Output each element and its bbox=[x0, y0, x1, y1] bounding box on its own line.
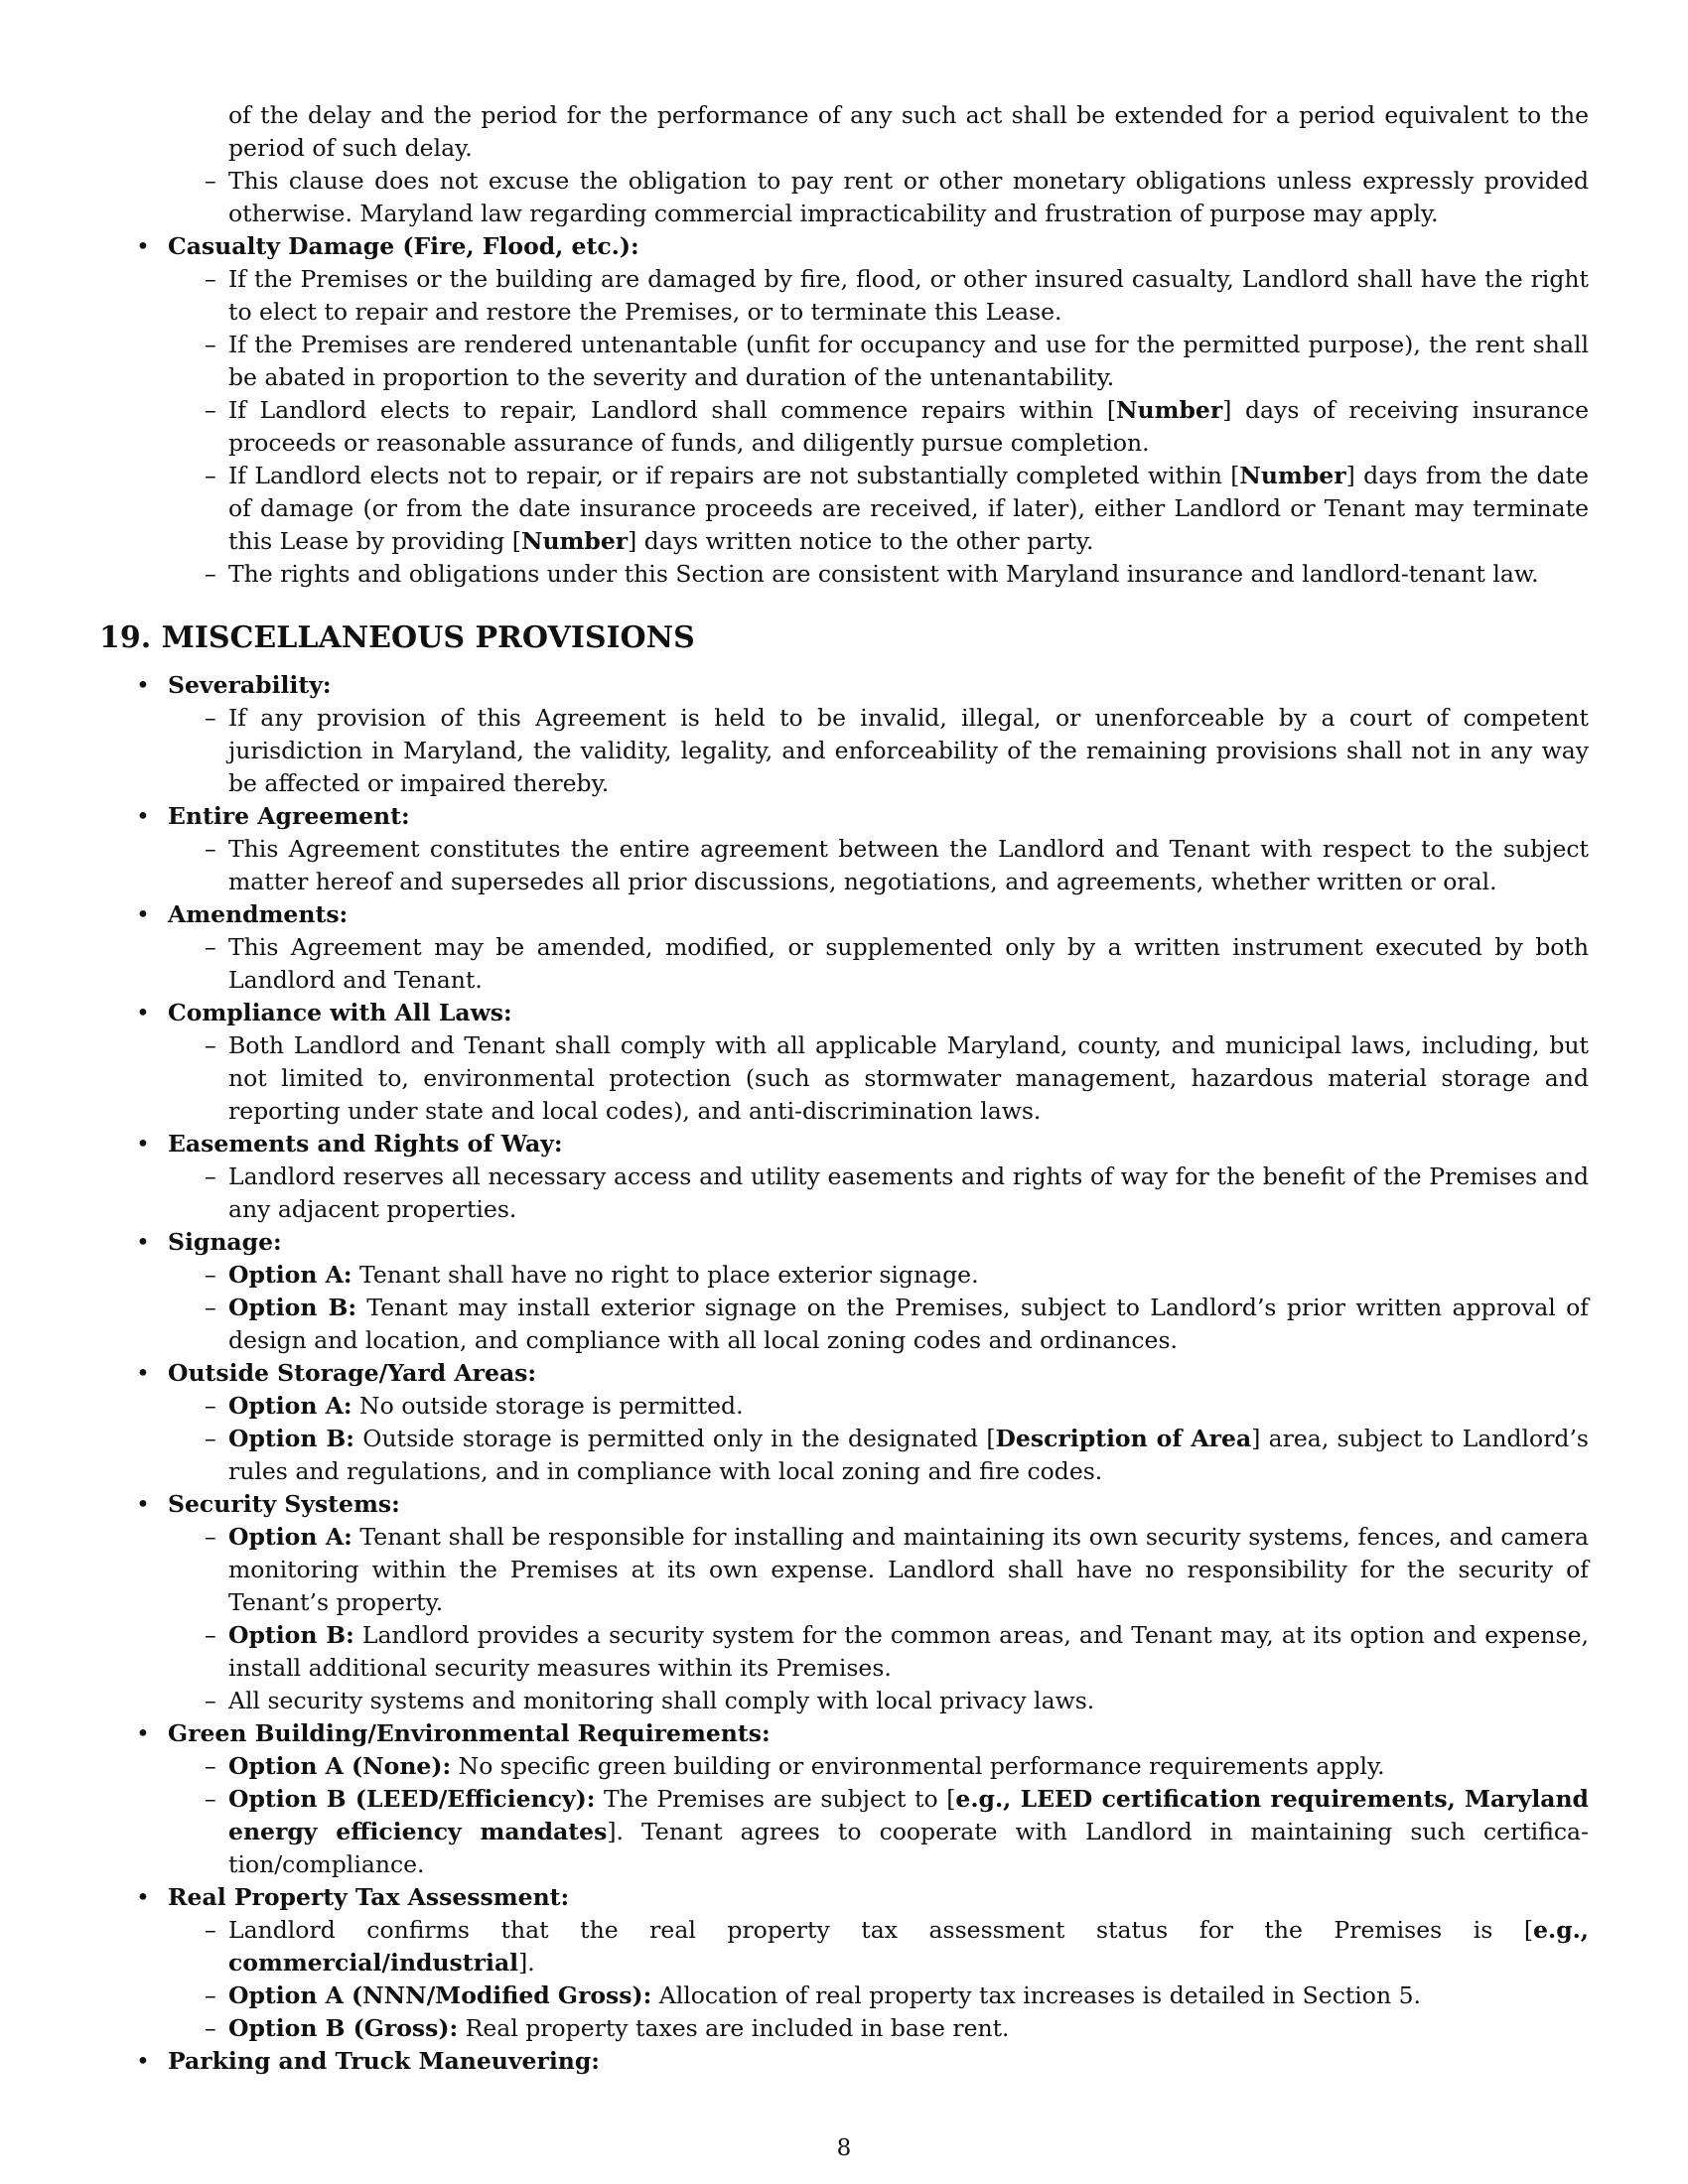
provision-item: – Option B (Gross): Real property taxes are included in base rent. bbox=[168, 2012, 1589, 2045]
provision-items bbox=[168, 833, 1589, 898]
provision-items bbox=[168, 702, 1589, 800]
provision-items bbox=[168, 1750, 1589, 1881]
provision-group bbox=[99, 1881, 1589, 2045]
provision-item: – Option A: Tenant shall be responsible for installing and maintaining its own security systems, fences, and camera monitoring within the Premises at its own expense. Landlord shall have no responsibility for the security of Tenant’s property. bbox=[168, 1521, 1589, 1619]
casualty-item: – If the Premises are rendered untenantable (unfit for occupancy and use for the permitted purpose), the rent shall be abated in proportion to the severity and duration of the untenantability. bbox=[168, 329, 1589, 394]
provision-group bbox=[99, 1128, 1589, 1226]
continuation-item: – This clause does not excuse the obligation to pay rent or other monetary obligations unless expressly provided otherwise. Maryland law regarding commercial impracticability and frustration of purpose may apply. bbox=[168, 165, 1589, 230]
casualty-item: – If Landlord elects to repair, Landlord shall commence repairs within [Number] days of receiving insurance proceeds or reasonable assurance of funds, and diligently pursue completion. bbox=[168, 394, 1589, 460]
provision-group bbox=[99, 997, 1589, 1128]
provision-heading: • Amendments: bbox=[168, 900, 349, 928]
casualty-heading: • Casualty Damage (Fire, Flood, etc.): bbox=[168, 232, 639, 260]
casualty-list bbox=[99, 230, 1589, 591]
casualty-group bbox=[99, 230, 1589, 591]
page-number: 8 bbox=[836, 2135, 852, 2161]
provision-item: – Option B: Tenant may install exterior signage on the Premises, subject to Landlord’s prior written approval of design and location, and compliance with all local zoning codes and ordinances. bbox=[168, 1292, 1589, 1357]
section-19-title: 19. MISCELLANEOUS PROVISIONS bbox=[99, 620, 695, 655]
provision-group bbox=[99, 669, 1589, 800]
provision-heading: • Security Systems: bbox=[168, 1490, 400, 1518]
provision-items bbox=[168, 1914, 1589, 2045]
casualty-item: – The rights and obligations under this Section are consistent with Maryland insurance and landlord-tenant law. bbox=[168, 558, 1589, 591]
provision-items bbox=[168, 1521, 1589, 1717]
provision-item: – Both Landlord and Tenant shall comply with all applicable Maryland, county, and municipal laws, including, but not limited to, environmental protection (such as stormwater management, hazardous material storage and reporting under state and local codes), and anti-discrimination laws. bbox=[168, 1029, 1589, 1128]
provision-items bbox=[168, 1259, 1589, 1357]
provision-item: – Landlord reserves all necessary access and utility easements and rights of way for the benefit of the Premises and any adjacent properties. bbox=[168, 1160, 1589, 1226]
provision-item: – Option B (LEED/Efficiency): The Premises are subject to [e.g., LEED certification requirements, Maryland energy efficiency mandates]. Tenant agrees to cooperate with Landlord in maintaining such certification/compliance. bbox=[168, 1783, 1589, 1881]
provision-item: – Option B: Outside storage is permitted only in the designated [Description of Area] area, subject to Landlord’s rules and regulations, and in compliance with local zoning and fire codes. bbox=[168, 1423, 1589, 1488]
provision-group bbox=[99, 1357, 1589, 1488]
page-content bbox=[99, 99, 1589, 2078]
provision-item: – Option A: No outside storage is permitted. bbox=[168, 1390, 1589, 1423]
provision-items bbox=[168, 1390, 1589, 1488]
provision-heading: • Easements and Rights of Way: bbox=[168, 1130, 563, 1158]
provision-items bbox=[168, 931, 1589, 997]
continuation-list bbox=[168, 99, 1589, 230]
provision-item: – This Agreement constitutes the entire agreement between the Landlord and Tenant with respect to the subject matter hereof and supersedes all prior discussions, negotiations, and agreements, whether written or oral. bbox=[168, 833, 1589, 898]
provision-heading: • Compliance with All Laws: bbox=[168, 999, 512, 1026]
casualty-items bbox=[168, 263, 1589, 591]
provision-group bbox=[99, 800, 1589, 898]
provision-heading: • Green Building/Environmental Requirements: bbox=[168, 1719, 771, 1747]
continuation-line: of the delay and the period for the performance of any such act shall be extended for a period equivalent to the period of such delay. bbox=[228, 101, 1589, 162]
provision-item: – Option A: Tenant shall have no right to place exterior signage. bbox=[168, 1259, 1589, 1292]
provision-group bbox=[99, 898, 1589, 997]
provision-items bbox=[168, 1029, 1589, 1128]
provision-group bbox=[99, 1488, 1589, 1717]
provision-item: – Landlord confirms that the real property tax assessment status for the Premises is [e.g., commercial/industrial]. bbox=[168, 1914, 1589, 1979]
section-19-list bbox=[99, 669, 1589, 2078]
provision-heading: • Severability: bbox=[168, 671, 332, 699]
provision-heading: • Entire Agreement: bbox=[168, 802, 410, 830]
provision-item: – All security systems and monitoring shall comply with local privacy laws. bbox=[168, 1685, 1589, 1717]
provision-heading: • Signage: bbox=[168, 1228, 282, 1256]
provision-group bbox=[99, 1717, 1589, 1881]
provision-item: – Option B: Landlord provides a security system for the common areas, and Tenant may, at its option and expense, install additional security measures within its Premises. bbox=[168, 1619, 1589, 1685]
provision-item: – If any provision of this Agreement is held to be invalid, illegal, or unenforceable by a court of competent jurisdiction in Maryland, the validity, legality, and enforceability of the remaining provisions shall not in any way be affected or impaired thereby. bbox=[168, 702, 1589, 800]
provision-heading: • Real Property Tax Assessment: bbox=[168, 1883, 570, 1911]
provision-item: – Option A (NNN/Modified Gross): Allocation of real property tax increases is detailed in Section 5. bbox=[168, 1979, 1589, 2012]
provision-items bbox=[168, 1160, 1589, 1226]
casualty-item: – If Landlord elects not to repair, or if repairs are not substantially completed within [Number] days from the date of damage (or from the date insurance proceeds are received, if later), either Landlord or Tenant may terminate this Lease by providing [Number] days written notice to the other party. bbox=[168, 460, 1589, 558]
provision-item: – This Agreement may be amended, modified, or supplemented only by a written instrument executed by both Landlord and Tenant. bbox=[168, 931, 1589, 997]
provision-group bbox=[99, 2045, 1589, 2078]
provision-heading: • Parking and Truck Maneuvering: bbox=[168, 2047, 600, 2075]
provision-group bbox=[99, 1226, 1589, 1357]
provision-heading: • Outside Storage/Yard Areas: bbox=[168, 1359, 537, 1387]
casualty-item: – If the Premises or the building are damaged by fire, flood, or other insured casualty, Landlord shall have the right to elect to repair and restore the Premises, or to terminate this Lease. bbox=[168, 263, 1589, 329]
provision-item: – Option A (None): No specific green building or environmental performance requirements apply. bbox=[168, 1750, 1589, 1783]
